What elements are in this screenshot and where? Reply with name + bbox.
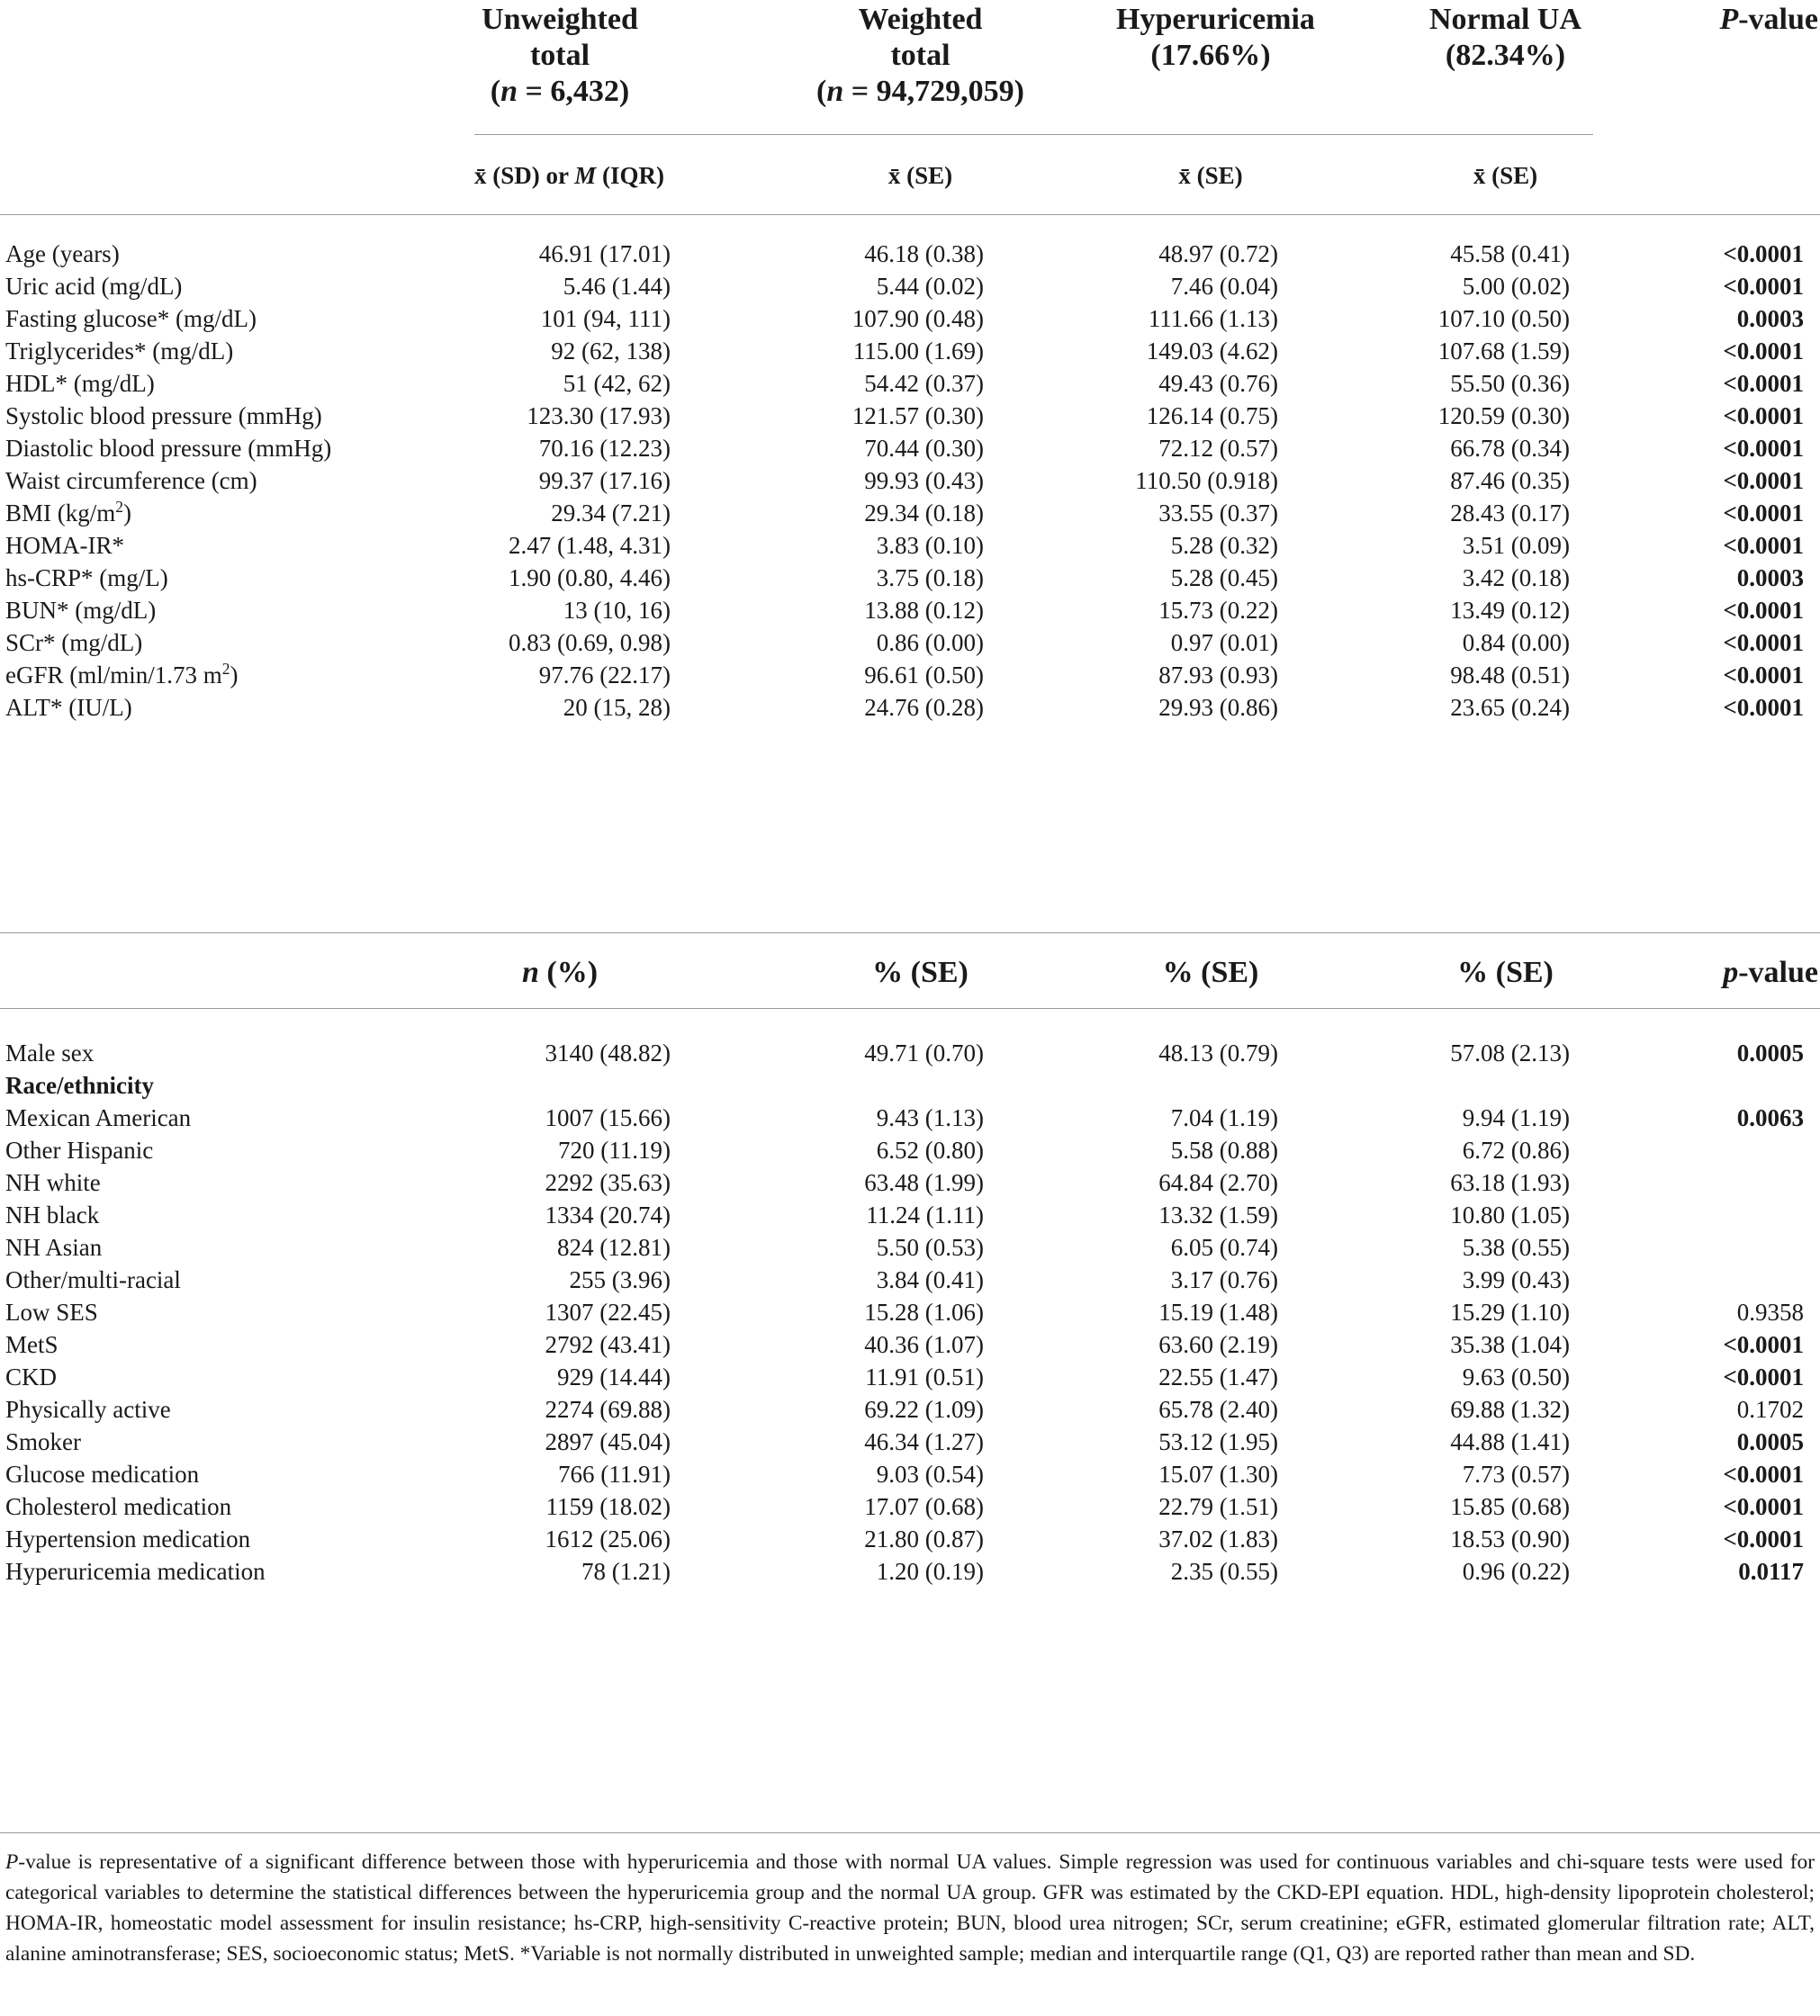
- cell-normal: 15.29 (1.10): [1450, 1299, 1570, 1326]
- cell-weighted: 5.50 (0.53): [876, 1234, 984, 1261]
- subheader2-rule: [0, 1008, 1820, 1009]
- cell-normal: 87.46 (0.35): [1450, 467, 1570, 494]
- cell-weighted: 69.22 (1.09): [864, 1396, 984, 1423]
- row-label: ALT* (IU/L): [5, 694, 132, 721]
- cell-hyper: 15.07 (1.30): [1158, 1461, 1278, 1488]
- cell-weighted: 3.75 (0.18): [876, 564, 984, 591]
- row-label: Physically active: [5, 1396, 171, 1423]
- cell-normal: 57.08 (2.13): [1450, 1040, 1570, 1066]
- row-label: HOMA-IR*: [5, 532, 124, 559]
- header-weighted-line2: total: [890, 39, 951, 72]
- cell-weighted: 121.57 (0.30): [851, 402, 984, 429]
- header-normal-ua: [1418, 2, 1593, 74]
- header-hyperuricemia-line1: Hyperuricemia: [1116, 3, 1315, 36]
- cell-p-value: 0.0003: [1736, 564, 1804, 591]
- cell-normal: 98.48 (0.51): [1450, 662, 1570, 688]
- cell-hyper: 111.66 (1.13): [1148, 305, 1278, 332]
- header-unweighted-n: (n = 6,432): [490, 75, 630, 108]
- cell-unweighted: 1334 (20.74): [545, 1202, 671, 1228]
- cell-hyper: 72.12 (0.57): [1158, 435, 1278, 462]
- row-label: Low SES: [5, 1299, 98, 1326]
- cell-hyper: 48.13 (0.79): [1158, 1040, 1278, 1066]
- cell-unweighted: 5.46 (1.44): [563, 273, 671, 300]
- cell-weighted: 49.71 (0.70): [864, 1040, 984, 1066]
- cell-weighted: 21.80 (0.87): [864, 1526, 984, 1552]
- cell-hyper: 110.50 (0.918): [1135, 467, 1278, 494]
- row-label: Smoker: [5, 1428, 81, 1455]
- cell-p-value: <0.0001: [1723, 435, 1804, 462]
- subheader-hyperuricemia: x̄ (SE): [1178, 162, 1243, 189]
- row-label: NH black: [5, 1202, 100, 1228]
- row-label: HDL* (mg/dL): [5, 370, 155, 397]
- cell-weighted: 115.00 (1.69): [852, 338, 984, 364]
- row-label: Hyperuricemia medication: [5, 1558, 266, 1585]
- cell-normal: 55.50 (0.36): [1450, 370, 1570, 397]
- cell-hyper: 5.28 (0.32): [1170, 532, 1278, 559]
- row-label: Glucose medication: [5, 1461, 200, 1488]
- row-label: Other/multi-racial: [5, 1266, 181, 1293]
- cell-unweighted: 766 (11.91): [558, 1461, 671, 1488]
- cell-hyper: 33.55 (0.37): [1158, 500, 1278, 526]
- cell-hyper: 65.78 (2.40): [1158, 1396, 1278, 1423]
- cell-normal: 28.43 (0.17): [1450, 500, 1570, 526]
- cell-normal: 3.51 (0.09): [1462, 532, 1570, 559]
- cell-normal: 5.38 (0.55): [1462, 1234, 1570, 1261]
- cell-normal: 0.84 (0.00): [1462, 629, 1570, 656]
- header-unweighted-total: [474, 2, 645, 110]
- cell-unweighted: 824 (12.81): [557, 1234, 671, 1261]
- subheader2-p-value: p-value: [1723, 956, 1818, 989]
- cell-normal: 35.38 (1.04): [1450, 1331, 1570, 1358]
- cell-p-value: 0.0005: [1736, 1428, 1804, 1455]
- cell-weighted: 5.44 (0.02): [876, 273, 984, 300]
- cell-hyper: 49.43 (0.76): [1158, 370, 1278, 397]
- cell-p-value: <0.0001: [1723, 370, 1804, 397]
- cell-unweighted: 2792 (43.41): [545, 1331, 671, 1358]
- row-label: Mexican American: [5, 1104, 192, 1131]
- header-unweighted-line2: total: [529, 39, 590, 72]
- cell-hyper: 7.46 (0.04): [1170, 273, 1278, 300]
- cell-normal: 5.00 (0.02): [1462, 273, 1570, 300]
- cell-weighted: 0.86 (0.00): [876, 629, 984, 656]
- cell-p-value: <0.0001: [1723, 532, 1804, 559]
- cell-weighted: 40.36 (1.07): [864, 1331, 984, 1358]
- cell-hyper: 13.32 (1.59): [1158, 1202, 1278, 1228]
- cell-unweighted: 1307 (22.45): [545, 1299, 671, 1326]
- cell-p-value: <0.0001: [1723, 629, 1804, 656]
- cell-normal: 63.18 (1.93): [1450, 1169, 1570, 1196]
- row-label: CKD: [5, 1364, 58, 1390]
- cell-normal: 44.88 (1.41): [1450, 1428, 1570, 1455]
- cell-weighted: 54.42 (0.37): [864, 370, 984, 397]
- cell-weighted: 3.83 (0.10): [876, 532, 984, 559]
- subheader2-weighted: % (SE): [872, 956, 969, 989]
- cell-p-value: <0.0001: [1723, 273, 1804, 300]
- cell-weighted: 70.44 (0.30): [864, 435, 984, 462]
- cell-hyper: 126.14 (0.75): [1146, 402, 1278, 429]
- row-label: Uric acid (mg/dL): [5, 273, 183, 300]
- cell-p-value: <0.0001: [1723, 1526, 1804, 1552]
- cell-p-value: <0.0001: [1723, 338, 1804, 364]
- cell-hyper: 64.84 (2.70): [1158, 1169, 1278, 1196]
- header-weighted-total: [810, 2, 1031, 110]
- cell-weighted: 96.61 (0.50): [864, 662, 984, 688]
- cell-weighted: 11.91 (0.51): [865, 1364, 984, 1390]
- cell-normal: 66.78 (0.34): [1450, 435, 1570, 462]
- cell-unweighted: 13 (10, 16): [563, 597, 671, 624]
- cell-weighted: 24.76 (0.28): [864, 694, 984, 721]
- cell-p-value: <0.0001: [1723, 402, 1804, 429]
- cell-normal: 23.65 (0.24): [1450, 694, 1570, 721]
- cell-weighted: 3.84 (0.41): [876, 1266, 984, 1293]
- cell-p-value: 0.9358: [1736, 1299, 1804, 1326]
- table-footnote: P-value is representative of a significant difference between those with hyperuricemia and those with normal UA values. Simple regression was used for continuous variables and chi-square tests were used for categorical variables to determine the statistical differences between the hyperuricemia group and the normal UA group. GFR was estimated by the CKD-EPI equation. HDL, high-density lipoprotein cholesterol; HOMA-IR, homeostatic model assessment for insulin resistance; hs-CRP, high-sensitivity C-reactive protein; BUN, blood urea nitrogen; SCr, serum creatinine; eGFR, estimated glomerular filtration rate; ALT, alanine aminotransferase; SES, socioeconomic status; MetS. *Variable is not normally distributed in unweighted sample; median and interquartile range (Q1, Q3) are reported rather than mean and SD.: [5, 1850, 1815, 1966]
- cell-p-value: <0.0001: [1723, 1461, 1804, 1488]
- row-label: Systolic blood pressure (mmHg): [5, 402, 322, 429]
- cell-normal: 3.99 (0.43): [1462, 1266, 1570, 1293]
- cell-p-value: 0.0003: [1736, 305, 1804, 332]
- cell-hyper: 22.55 (1.47): [1158, 1364, 1278, 1390]
- cell-unweighted: 78 (1.21): [581, 1558, 671, 1585]
- cell-weighted: 107.90 (0.48): [851, 305, 984, 332]
- cell-weighted: 13.88 (0.12): [864, 597, 984, 624]
- header-normal-line1: Normal UA: [1428, 3, 1582, 36]
- cell-weighted: 15.28 (1.06): [864, 1299, 984, 1326]
- cell-hyper: 5.28 (0.45): [1170, 564, 1278, 591]
- cell-unweighted: 92 (62, 138): [551, 338, 671, 364]
- row-label: BUN* (mg/dL): [5, 597, 157, 624]
- cell-unweighted: 1.90 (0.80, 4.46): [509, 564, 671, 591]
- cell-hyper: 15.19 (1.48): [1158, 1299, 1278, 1326]
- cell-weighted: 46.18 (0.38): [864, 240, 984, 267]
- cell-p-value: <0.0001: [1723, 1331, 1804, 1358]
- cell-hyper: 0.97 (0.01): [1170, 629, 1278, 656]
- cell-unweighted: 0.83 (0.69, 0.98): [509, 629, 671, 656]
- cell-normal: 6.72 (0.86): [1462, 1137, 1570, 1164]
- subheader-unweighted: x̄ (SD) or M (IQR): [474, 162, 665, 189]
- cell-hyper: 7.04 (1.19): [1170, 1104, 1278, 1131]
- cell-p-value: 0.0005: [1736, 1040, 1804, 1066]
- header-rule: [474, 134, 1593, 135]
- header-weighted-n: (n = 94,729,059): [816, 75, 1024, 108]
- cell-weighted: 63.48 (1.99): [864, 1169, 984, 1196]
- cell-hyper: 22.79 (1.51): [1158, 1493, 1278, 1520]
- cell-p-value: 0.0117: [1738, 1558, 1804, 1585]
- cell-p-value: <0.0001: [1723, 662, 1804, 688]
- subheader-normal: x̄ (SE): [1473, 162, 1538, 189]
- cell-unweighted: 255 (3.96): [569, 1266, 671, 1293]
- cell-hyper: 149.03 (4.62): [1146, 338, 1278, 364]
- cell-unweighted: 20 (15, 28): [563, 694, 671, 721]
- row-label: hs-CRP* (mg/L): [5, 564, 168, 591]
- cell-hyper: 87.93 (0.93): [1158, 662, 1278, 688]
- cell-hyper: 53.12 (1.95): [1158, 1428, 1278, 1455]
- cell-p-value: <0.0001: [1723, 467, 1804, 494]
- cell-weighted: 46.34 (1.27): [864, 1428, 984, 1455]
- row-label: NH Asian: [5, 1234, 103, 1261]
- cell-normal: 45.58 (0.41): [1450, 240, 1570, 267]
- cell-weighted: 17.07 (0.68): [864, 1493, 984, 1520]
- cell-p-value: <0.0001: [1723, 240, 1804, 267]
- cell-unweighted: 51 (42, 62): [563, 370, 671, 397]
- header-hyperuricemia-line2: (17.66%): [1150, 39, 1271, 72]
- cell-hyper: 37.02 (1.83): [1158, 1526, 1278, 1552]
- row-label: Age (years): [5, 240, 120, 267]
- cell-normal: 107.68 (1.59): [1437, 338, 1570, 364]
- cell-normal: 13.49 (0.12): [1450, 597, 1570, 624]
- cell-unweighted: 1612 (25.06): [545, 1526, 671, 1552]
- cell-hyper: 5.58 (0.88): [1170, 1137, 1278, 1164]
- subheader-weighted: x̄ (SE): [887, 162, 953, 189]
- cell-unweighted: 123.30 (17.93): [527, 402, 671, 429]
- cell-normal: 9.94 (1.19): [1462, 1104, 1570, 1131]
- row-label: Other Hispanic: [5, 1137, 154, 1164]
- cell-p-value: <0.0001: [1723, 1493, 1804, 1520]
- row-label: Fasting glucose* (mg/dL): [5, 305, 257, 332]
- cell-unweighted: 2.47 (1.48, 4.31): [509, 532, 671, 559]
- cell-normal: 3.42 (0.18): [1462, 564, 1570, 591]
- cell-unweighted: 70.16 (12.23): [538, 435, 671, 462]
- cell-weighted: 1.20 (0.19): [876, 1558, 984, 1585]
- cell-weighted: 29.34 (0.18): [864, 500, 984, 526]
- cell-normal: 18.53 (0.90): [1450, 1526, 1570, 1552]
- row-label: BMI $(kg/m^2)$: [5, 498, 132, 526]
- cell-unweighted: 101 (94, 111): [540, 305, 671, 332]
- cell-normal: 107.10 (0.50): [1437, 305, 1570, 332]
- cell-p-value: <0.0001: [1723, 597, 1804, 624]
- row-label: Race/ethnicity: [5, 1072, 154, 1099]
- cell-normal: 9.63 (0.50): [1462, 1364, 1570, 1390]
- cell-unweighted: 2897 (45.04): [545, 1428, 671, 1455]
- header-normal-line2: (82.34%): [1445, 39, 1566, 72]
- cell-normal: 10.80 (1.05): [1450, 1202, 1570, 1228]
- header-p-value: P-value: [1719, 3, 1818, 36]
- cell-hyper: 29.93 (0.86): [1158, 694, 1278, 721]
- cell-unweighted: 3140 (48.82): [545, 1040, 671, 1066]
- cell-hyper: 3.17 (0.76): [1170, 1266, 1278, 1293]
- cell-hyper: 63.60 (2.19): [1158, 1331, 1278, 1358]
- cell-hyper: 2.35 (0.55): [1170, 1558, 1278, 1585]
- cell-unweighted: 929 (14.44): [557, 1364, 671, 1390]
- cell-normal: 7.73 (0.57): [1462, 1461, 1570, 1488]
- cell-p-value: 0.1702: [1736, 1396, 1804, 1423]
- cell-weighted: 11.24 (1.11): [866, 1202, 984, 1228]
- cell-unweighted: 1007 (15.66): [545, 1104, 671, 1131]
- cell-hyper: 48.97 (0.72): [1158, 240, 1278, 267]
- row-label: Waist circumference (cm): [5, 467, 257, 494]
- subheader2-hyperuricemia: % (SE): [1162, 956, 1259, 989]
- row-label: Diastolic blood pressure (mmHg): [5, 435, 332, 462]
- cell-unweighted: 2274 (69.88): [545, 1396, 671, 1423]
- cell-weighted: 9.03 (0.54): [876, 1461, 984, 1488]
- cell-unweighted: 46.91 (17.01): [538, 240, 671, 267]
- subheader2-normal: % (SE): [1457, 956, 1554, 989]
- cell-p-value: <0.0001: [1723, 1364, 1804, 1390]
- row-label: MetS: [5, 1331, 59, 1358]
- cell-normal: 0.96 (0.22): [1462, 1558, 1570, 1585]
- cell-p-value: <0.0001: [1723, 694, 1804, 721]
- header-weighted-line1: Weighted: [858, 3, 983, 36]
- header-unweighted-line1: Unweighted: [482, 3, 638, 36]
- cell-unweighted: 720 (11.19): [558, 1137, 671, 1164]
- row-label: Male sex: [5, 1040, 95, 1066]
- subheader-rule: [0, 214, 1820, 215]
- cell-normal: 69.88 (1.32): [1450, 1396, 1570, 1423]
- cell-unweighted: 97.76 (22.17): [538, 662, 671, 688]
- subheader2-unweighted: n (%): [521, 956, 599, 989]
- cell-normal: 120.59 (0.30): [1437, 402, 1570, 429]
- row-label: eGFR (ml/min/1.73 $m^2$): [5, 660, 239, 688]
- cell-hyper: 6.05 (0.74): [1170, 1234, 1278, 1261]
- continuous-end-rule: [0, 932, 1820, 933]
- cell-unweighted: 99.37 (17.16): [538, 467, 671, 494]
- cell-unweighted: 1159 (18.02): [545, 1493, 671, 1520]
- cell-p-value: <0.0001: [1723, 500, 1804, 526]
- row-label: Triglycerides* (mg/dL): [5, 338, 234, 364]
- row-label: NH white: [5, 1169, 101, 1196]
- row-label: SCr* (mg/dL): [5, 629, 143, 656]
- cell-p-value: 0.0063: [1736, 1104, 1804, 1131]
- table-bottom-rule: [0, 1832, 1820, 1833]
- cell-hyper: 15.73 (0.22): [1158, 597, 1278, 624]
- cell-normal: 15.85 (0.68): [1450, 1493, 1570, 1520]
- cell-weighted: 9.43 (1.13): [876, 1104, 984, 1131]
- row-label: Hypertension medication: [5, 1526, 251, 1552]
- cell-unweighted: 29.34 (7.21): [551, 500, 671, 526]
- cell-weighted: 99.93 (0.43): [864, 467, 984, 494]
- header-hyperuricemia: [1116, 2, 1315, 74]
- cell-unweighted: 2292 (35.63): [545, 1169, 671, 1196]
- row-label: Cholesterol medication: [5, 1493, 232, 1520]
- cell-weighted: 6.52 (0.80): [876, 1137, 984, 1164]
